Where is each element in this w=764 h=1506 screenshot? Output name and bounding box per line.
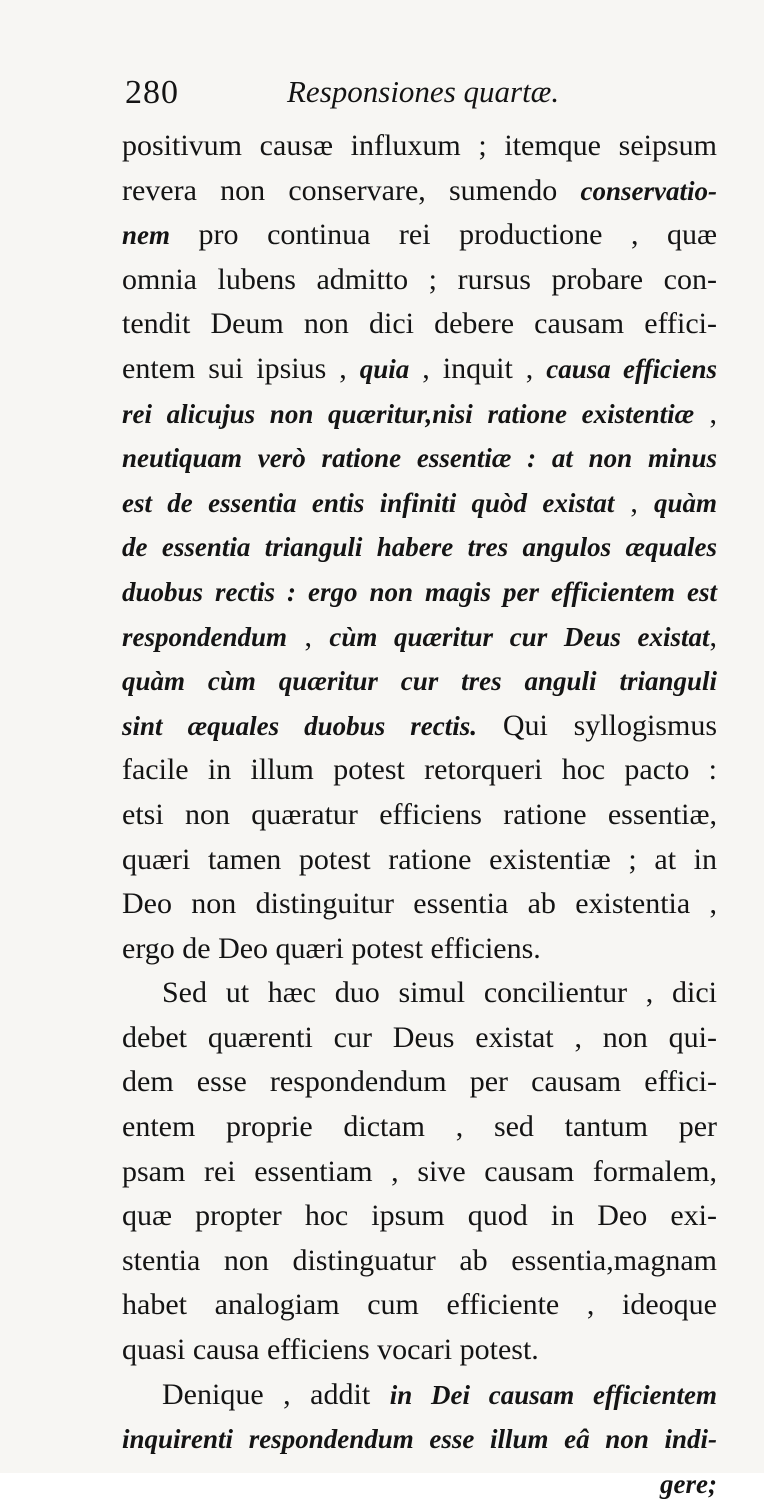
text-line: [122, 1283, 717, 1328]
italic-text-segment: gere;: [660, 1468, 717, 1499]
italic-text-segment: de essentia trianguli habere tres angulos æquales: [122, 532, 717, 563]
body-text: [122, 124, 717, 1506]
italic-text-segment: inquirenti respondendum esse illum eâ non indi-: [122, 1424, 717, 1455]
text-segment: ,: [709, 619, 717, 653]
text-segment: omnia lubens admitto ; rursus probare con-: [122, 262, 717, 296]
text-line: [122, 1150, 717, 1195]
text-line: [122, 882, 717, 927]
italic-text-segment: quàm: [653, 487, 717, 518]
text-line: [122, 570, 717, 615]
italic-text-segment: duobus rectis : ergo non magis per efficientem est: [122, 576, 717, 607]
text-line: [122, 1105, 717, 1150]
text-segment: stentia non distinguatur ab essentia,magnam: [122, 1243, 717, 1277]
text-segment: tendit Deum non dici debere causam effici-: [122, 307, 717, 341]
italic-text-segment: sint æquales duobus rectis.: [122, 710, 477, 741]
text-segment: ,: [694, 396, 717, 430]
text-segment: Sed ut hæc duo simul concilientur , dici: [162, 976, 717, 1010]
text-line: [122, 392, 717, 437]
text-line: [122, 838, 717, 883]
text-line: [122, 1016, 717, 1061]
text-segment: pro continua rei productione , quæ: [170, 218, 717, 252]
running-head: Responsiones quartæ.: [287, 74, 560, 109]
text-line: [122, 436, 717, 481]
text-line: [122, 1417, 717, 1462]
italic-text-segment: quia: [359, 353, 410, 384]
text-segment: ergo de Deo quæri potest efficiens.: [122, 931, 541, 965]
text-line: [122, 615, 717, 660]
text-segment: facile in illum potest retorqueri hoc pacto :: [122, 753, 717, 787]
text-line: [122, 748, 717, 793]
text-segment: , inquit ,: [409, 351, 547, 385]
italic-text-segment: rei alicujus non quæritur,nisi ratione existentiæ: [122, 398, 695, 429]
text-line: [122, 347, 717, 392]
italic-text-segment: neutiquam verò ratione essentiæ : at non minus: [122, 443, 717, 474]
page-header: [125, 70, 735, 120]
italic-text-segment: in Dei causam efficientem: [389, 1379, 717, 1410]
text-line: [122, 1239, 717, 1284]
page-number: 280: [125, 74, 179, 111]
text-line: [122, 927, 717, 972]
text-segment: quæri tamen potest ratione existentiæ ; at in: [122, 842, 717, 876]
text-line: [122, 124, 717, 169]
text-segment: revera non conservare, sumendo: [122, 173, 581, 207]
text-segment: ,: [614, 485, 654, 519]
text-segment: ,: [287, 619, 330, 653]
italic-text-segment: est de essentia entis infiniti quòd existat: [122, 487, 615, 518]
text-segment: entem proprie dictam , sed tantum per: [122, 1110, 717, 1144]
italic-text-segment: nem: [122, 220, 171, 251]
text-line: [122, 659, 717, 704]
text-segment: entem sui ipsius ,: [122, 351, 360, 385]
text-segment: quæ propter hoc ipsum quod in Deo exi-: [122, 1199, 717, 1233]
text-line: [122, 481, 717, 526]
italic-text-segment: causa efficiens: [546, 353, 717, 384]
text-segment: positivum causæ influxum ; itemque seipsum: [122, 129, 717, 162]
text-segment: psam rei essentiam , sive causam formalem,: [122, 1154, 717, 1188]
text-line: [122, 1462, 717, 1506]
text-line: [122, 704, 717, 749]
text-line: [122, 258, 717, 303]
text-line: [122, 793, 717, 838]
text-segment: Deo non distinguitur essentia ab existentia ,: [122, 887, 717, 921]
text-line: [122, 971, 717, 1016]
text-line: [122, 1328, 717, 1373]
italic-text-segment: quàm cùm quæritur cur tres anguli trianguli: [122, 666, 717, 697]
text-line: [122, 169, 717, 214]
text-segment: quasi causa efficiens vocari potest.: [122, 1333, 539, 1367]
text-segment: dem esse respondendum per causam effici-: [122, 1065, 717, 1099]
text-segment: Denique , addit: [162, 1377, 390, 1411]
text-segment: etsi non quæratur efficiens ratione essentiæ,: [122, 797, 717, 831]
text-line: [122, 525, 717, 570]
italic-text-segment: cùm quæritur cur Deus existat: [329, 621, 710, 652]
text-segment: habet analogiam cum efficiente , ideoque: [122, 1288, 717, 1322]
text-line: [122, 302, 717, 347]
text-segment: Qui syllogismus: [477, 708, 717, 742]
text-line: [122, 1060, 717, 1105]
text-line: [122, 1373, 717, 1418]
text-line: [122, 213, 717, 258]
italic-text-segment: respondendum: [122, 621, 288, 652]
text-segment: debet quærenti cur Deus existat , non qui-: [122, 1020, 717, 1054]
italic-text-segment: conservatio-: [580, 175, 717, 206]
text-line: [122, 1194, 717, 1239]
